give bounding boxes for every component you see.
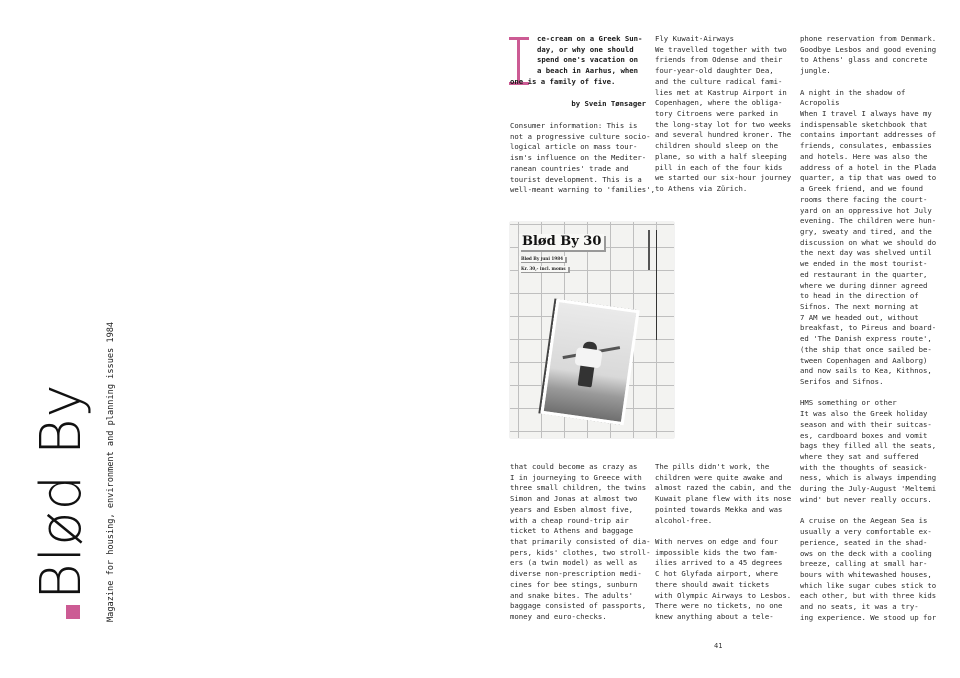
text-line: the next day was shelved until: [800, 248, 932, 258]
text-line: contains important addresses of: [800, 130, 937, 140]
text-line: rooms there facing the court-: [800, 194, 928, 204]
text-line: HMS something or other: [800, 398, 897, 408]
text-line: yard on an oppressive hot July: [800, 205, 932, 215]
text-line: day, or why one should: [537, 44, 634, 54]
intro-indented: [537, 34, 642, 77]
text-line: Kuwait plane flew with its nose: [655, 494, 792, 504]
text-line: Sifnos. The next morning at: [800, 301, 919, 311]
masthead: Blød By: [29, 383, 94, 600]
text-line: to Athens via Zürich.: [655, 184, 748, 194]
column-1-bottom: [510, 462, 651, 623]
text-line: wind' but never really occurs.: [800, 494, 932, 504]
magazine-subtitle: Magazine for housing, environment and planning issues 1984: [106, 321, 116, 622]
text-line: Goodbye Lesbos and good evening: [800, 44, 937, 54]
text-line: to head in the direction of: [800, 291, 919, 301]
text-line: where they sat and suffered: [800, 452, 919, 462]
text-line: alcohol-free.: [655, 515, 713, 525]
cover-photo: [540, 299, 639, 426]
text-line: a beach in Aarhus, when: [537, 66, 639, 76]
text-line: Simon and Jonas at almost two: [510, 494, 638, 504]
text-line: (the ship that once sailed be-: [800, 344, 932, 354]
text-line: ticket to Athens and baggage: [510, 526, 634, 536]
text-line: and several hundred kroner. The: [655, 130, 792, 140]
text-line: breeze, calling at small har-: [800, 559, 928, 569]
text-line: ows on the deck with a cooling: [800, 548, 932, 558]
text-line: and snake bites. The adults': [510, 590, 634, 600]
text-line: which like sugar cubes stick to: [800, 580, 937, 590]
text-line: ranean countries' trade and: [510, 163, 629, 173]
text-line: friends from Odense and their: [655, 55, 783, 65]
text-line: well-meant warning to 'families',: [510, 185, 655, 195]
text-line: a Greek friend, and we found: [800, 184, 924, 194]
text-line: we ended in the most tourist-: [800, 259, 928, 269]
text-line: not a progressive culture socio-: [510, 131, 651, 141]
text-line: Serifos and Sifnos.: [800, 377, 884, 386]
text-line: with Olympic Airways to Lesbos.: [655, 590, 792, 600]
text-line: ilies arrived to a 45 degrees: [655, 558, 783, 568]
text-line: ed 'The Danish express route',: [800, 334, 932, 344]
text-line: address of a hotel in the Plada: [800, 162, 937, 172]
text-line: ed restaurant in the quarter,: [800, 269, 928, 279]
text-line: ing experience. We stood up for: [800, 612, 937, 622]
column-3: [800, 34, 936, 624]
text-line: The pills didn't work, the: [655, 462, 770, 471]
text-line: with a cheap round-trip air: [510, 515, 629, 525]
text-line: [800, 388, 936, 399]
text-line: ce-cream on a Greek Sun-: [537, 34, 643, 43]
text-line: season and with their suitcas-: [800, 419, 932, 429]
brand-square: [66, 605, 80, 619]
text-line: ness, which is always impending: [800, 473, 937, 483]
text-line: spend one's vacation on: [537, 55, 639, 65]
text-line: three small children, the twins: [510, 483, 647, 493]
text-line: I in journeying to Greece with: [510, 472, 642, 482]
text-line: es, cardboard boxes and vomit: [800, 430, 928, 440]
text-line: usually a very comfortable ex-: [800, 527, 932, 537]
text-line: Fly Kuwait-Airways: [655, 34, 735, 43]
text-line: With nerves on edge and four: [655, 537, 779, 547]
text-line: and no seats, it was a try-: [800, 602, 919, 612]
text-line: friends, consulates, embassies: [800, 141, 932, 151]
text-line: that primarily consisted of dia-: [510, 537, 651, 547]
text-line: knew anything about a tele-: [655, 612, 774, 622]
text-line: each other, but with three kids: [800, 591, 937, 601]
text-line: where we during dinner agreed: [800, 280, 928, 290]
text-line: pill in each of the four kids: [655, 162, 783, 172]
cover-title: Blød By 30: [519, 234, 604, 250]
text-line: A cruise on the Aegean Sea is: [800, 516, 928, 526]
text-line: and hotels. Here was also the: [800, 151, 928, 161]
text-line: with the thoughts of seasick-: [800, 462, 928, 472]
text-line: money and euro-checks.: [510, 612, 607, 622]
text-line: the long-stay lot for two weeks: [655, 119, 792, 129]
text-line: to Athens' glass and concrete: [800, 55, 928, 65]
cover-date: Blød By juni 1984: [521, 256, 564, 261]
cover-price: Kr. 30,- incl. moms: [521, 266, 566, 271]
text-line: tween Copenhagen and Aalborg): [800, 355, 928, 365]
text-line: [800, 506, 936, 517]
column-2-top: [655, 34, 791, 195]
column-1-top: [510, 121, 655, 196]
text-line: jungle.: [800, 66, 831, 76]
text-line: children were quite awake and: [655, 472, 783, 482]
text-line: [655, 526, 791, 537]
text-line: diverse non-prescription medi-: [510, 569, 642, 579]
text-line: plane, so with a half sleeping: [655, 151, 787, 161]
text-line: years and Esben almost five,: [510, 504, 634, 514]
text-line: When I travel I always have my: [800, 109, 932, 119]
text-line: lies met at Kastrup Airport in: [655, 87, 787, 97]
text-line: during the July-August 'Meltemi: [800, 484, 937, 494]
text-line: breakfast, to Pireus and board-: [800, 323, 937, 333]
text-line: pointed towards Mekka and was: [655, 504, 783, 514]
text-line: quarter, a tip that was owed to: [800, 173, 937, 183]
column-2-bottom: [655, 462, 791, 623]
text-line: children should sleep on the: [655, 141, 779, 151]
text-line: tourist development. This is a: [510, 174, 642, 184]
intro-last-line: one is a family of five.: [510, 77, 616, 86]
text-line: indispensable sketchbook that: [800, 119, 928, 129]
text-line: C hot Glyfada airport, where: [655, 569, 779, 579]
page-number: 41: [714, 642, 723, 650]
text-line: perience, seated in the shad-: [800, 537, 928, 547]
text-line: ers (a twin model) as well as: [510, 558, 638, 568]
text-line: gry, sweaty and tired, and the: [800, 226, 932, 236]
text-line: evening. The children were hun-: [800, 216, 937, 226]
text-line: There were no tickets, no one: [655, 601, 783, 611]
magazine-cover-image: [510, 222, 674, 438]
text-line: discussion on what we should do: [800, 237, 937, 247]
text-line: impossible kids the two fam-: [655, 547, 779, 557]
text-line: pers, kids' clothes, two stroll-: [510, 547, 651, 557]
text-line: and the culture radical fami-: [655, 76, 783, 86]
text-line: It was also the Greek holiday: [800, 409, 928, 419]
text-line: there should await tickets: [655, 579, 770, 589]
text-line: almost razed the cabin, and the: [655, 483, 792, 493]
text-line: and now sails to Kea, Kithnos,: [800, 366, 932, 376]
text-line: that could become as crazy as: [510, 462, 638, 471]
text-line: We travelled together with two: [655, 44, 787, 54]
text-line: four-year-old daughter Dea,: [655, 66, 774, 76]
text-line: logical article on mass tour-: [510, 142, 638, 152]
text-line: bags they filled all the seats,: [800, 441, 937, 451]
text-line: Acropolis: [800, 98, 840, 108]
text-line: 7 AM we headed out, without: [800, 312, 919, 322]
text-line: A night in the shadow of: [800, 87, 906, 97]
text-line: bours with whitewashed houses,: [800, 569, 932, 579]
text-line: Consumer information: This is: [510, 121, 638, 130]
text-line: baggage consisted of passports,: [510, 601, 647, 611]
text-line: Copenhagen, where the obliga-: [655, 98, 783, 108]
text-line: we started our six-hour journey: [655, 173, 792, 183]
text-line: cines for bee stings, sunburn: [510, 579, 638, 589]
text-line: [800, 77, 936, 88]
text-line: ism's influence on the Mediter-: [510, 153, 647, 163]
text-line: phone reservation from Denmark.: [800, 34, 937, 43]
byline: by Svein Tønsager: [571, 99, 646, 108]
text-line: tory Citroens were parked in: [655, 109, 779, 119]
